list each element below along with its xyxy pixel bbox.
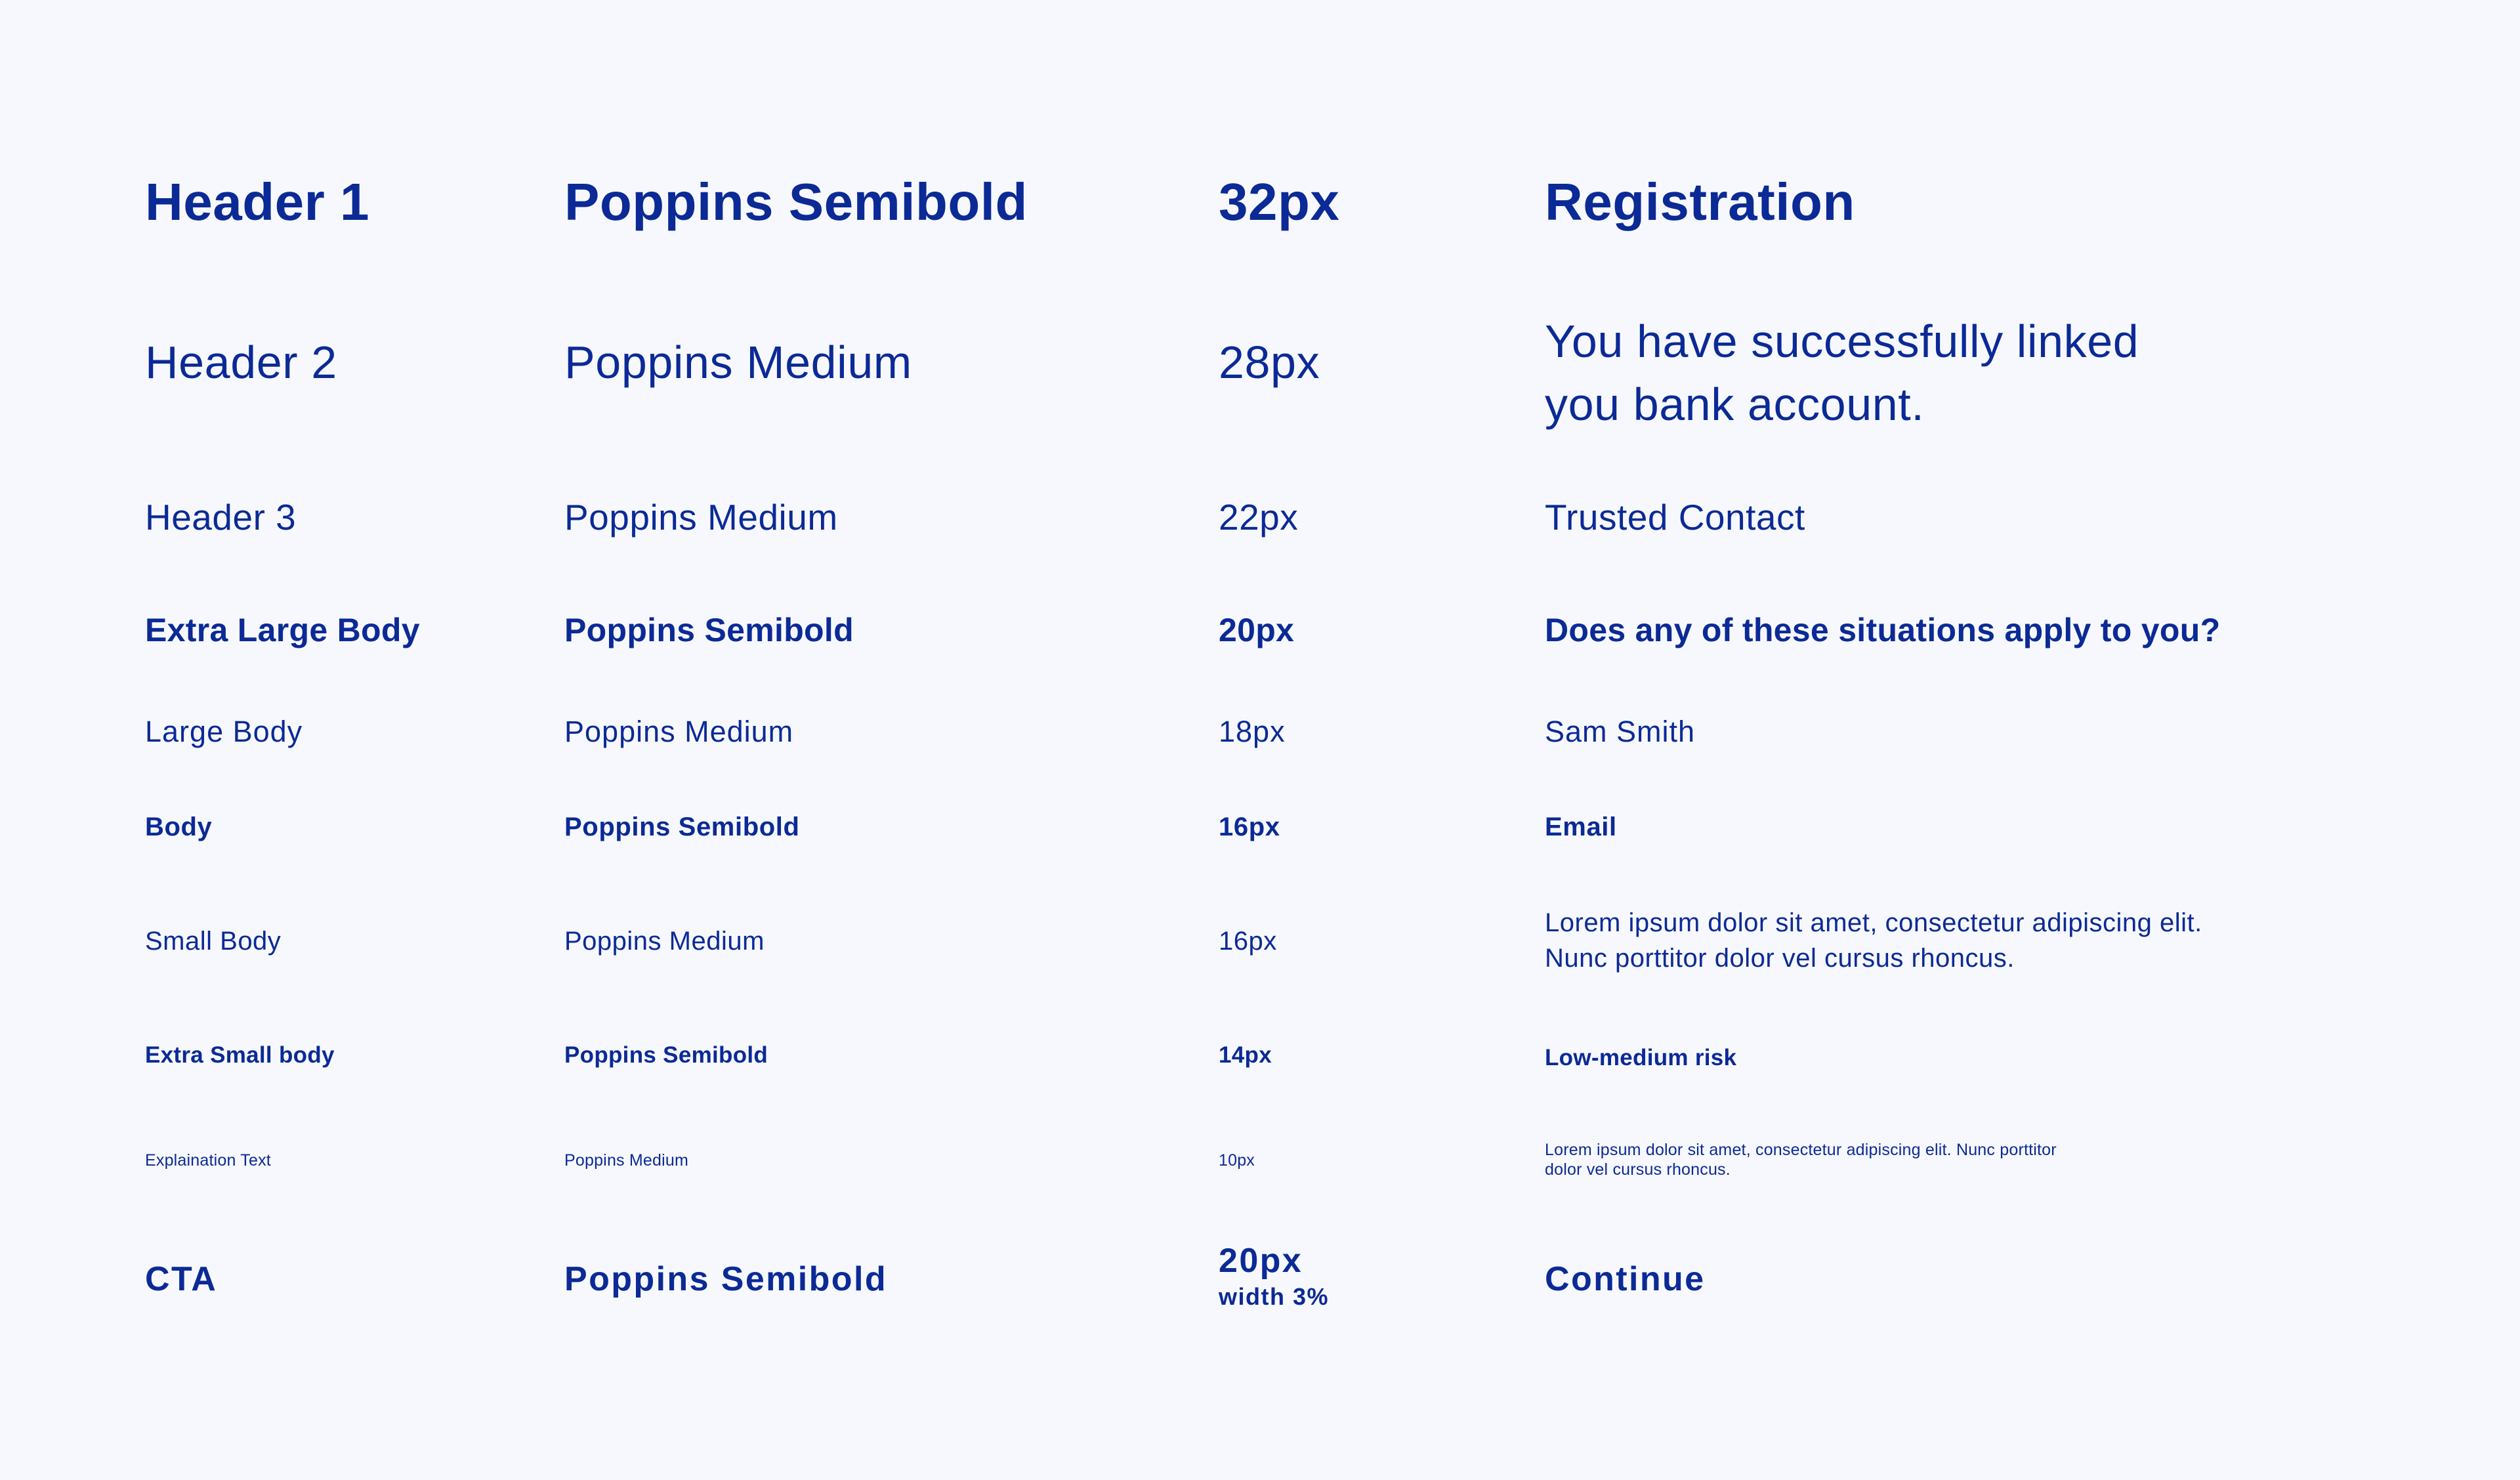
font-size: 22px bbox=[1219, 497, 1299, 538]
sample-line: Lorem ipsum dolor sit amet, consectetur adipiscing elit. Nunc porttitor bbox=[1545, 1141, 2057, 1159]
font-size: 10px bbox=[1219, 1151, 1255, 1170]
font-name: Poppins Medium bbox=[564, 927, 765, 956]
sample-text: Low-medium risk bbox=[1545, 1045, 1737, 1070]
sample-text bbox=[1545, 1140, 2057, 1179]
style-name: Header 2 bbox=[145, 337, 337, 388]
font-name: Poppins Semibold bbox=[564, 612, 854, 648]
font-name: Poppins Medium bbox=[564, 715, 794, 748]
style-name: CTA bbox=[145, 1260, 218, 1298]
letter-spacing-note: width 3% bbox=[1219, 1283, 1330, 1311]
font-name: Poppins Semibold bbox=[564, 173, 1028, 231]
style-name: Body bbox=[145, 813, 213, 841]
font-name: Poppins Medium bbox=[564, 337, 912, 388]
cta-sample-text: Continue bbox=[1545, 1260, 1706, 1298]
sample-line: you bank account. bbox=[1545, 379, 1925, 430]
font-size: 32px bbox=[1219, 173, 1340, 231]
font-size: 14px bbox=[1219, 1042, 1272, 1068]
font-size: 16px bbox=[1219, 927, 1277, 956]
sample-text bbox=[1545, 905, 2202, 976]
font-name: Poppins Medium bbox=[564, 497, 838, 538]
sample-line: Nunc porttitor dolor vel cursus rhoncus. bbox=[1545, 944, 2015, 973]
style-name: Small Body bbox=[145, 927, 282, 956]
sample-text: Trusted Contact bbox=[1545, 497, 1805, 538]
style-name: Header 1 bbox=[145, 173, 369, 231]
font-size-value: 20px bbox=[1219, 1242, 1303, 1280]
font-name: Poppins Semibold bbox=[564, 1260, 887, 1298]
sample-line: Lorem ipsum dolor sit amet, consectetur adipiscing elit. bbox=[1545, 908, 2202, 937]
font-name: Poppins Medium bbox=[564, 1151, 689, 1170]
style-name: Header 3 bbox=[145, 497, 297, 538]
font-size: 18px bbox=[1219, 715, 1286, 748]
sample-text: Sam Smith bbox=[1545, 715, 1696, 748]
sample-line: dolor vel cursus rhoncus. bbox=[1545, 1160, 1731, 1179]
font-size: 20px bbox=[1219, 612, 1295, 648]
sample-text: Does any of these situations apply to you? bbox=[1545, 612, 2221, 648]
sample-text bbox=[1545, 310, 2267, 436]
style-name: Explaination Text bbox=[145, 1151, 271, 1170]
font-name: Poppins Semibold bbox=[564, 1042, 768, 1068]
style-name: Extra Small body bbox=[145, 1042, 335, 1068]
sample-line: You have successfully linked bbox=[1545, 316, 2139, 367]
style-name: Large Body bbox=[145, 715, 303, 748]
style-name: Extra Large Body bbox=[145, 612, 420, 648]
sample-text: Email bbox=[1545, 813, 1617, 841]
font-size: 28px bbox=[1219, 337, 1320, 388]
font-name: Poppins Semibold bbox=[564, 813, 800, 841]
font-size bbox=[1219, 1240, 1329, 1311]
sample-text: Registration bbox=[1545, 173, 1855, 231]
font-size: 16px bbox=[1219, 813, 1280, 841]
